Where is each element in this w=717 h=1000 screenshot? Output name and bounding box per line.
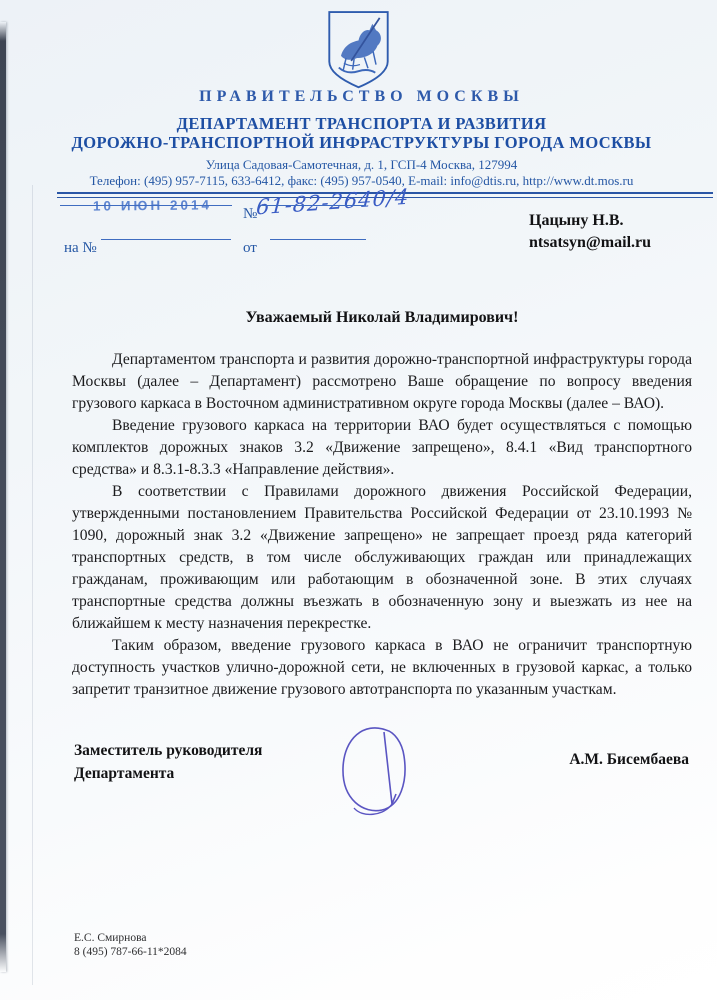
recipient-block bbox=[529, 210, 651, 254]
number-underline bbox=[258, 205, 366, 206]
reply-number-label: на № bbox=[64, 240, 97, 256]
reply-number-underline bbox=[101, 239, 231, 240]
moscow-coat-of-arms-icon bbox=[322, 8, 395, 92]
date-underline bbox=[60, 205, 232, 206]
salutation: Уважаемый Николай Владимирович! bbox=[245, 309, 519, 326]
date-stamp: 10 ИЮН 2014 bbox=[92, 197, 213, 214]
executor-block bbox=[74, 931, 187, 959]
signer-position-line2: Департамента bbox=[74, 765, 175, 782]
handwritten-signature bbox=[334, 722, 420, 818]
handwritten-letter-number: 61-82-2640/4 bbox=[255, 184, 411, 220]
recipient-email: ntsatsyn@mail.ru bbox=[529, 234, 652, 251]
recipient-name: Цацыну Н.В. bbox=[529, 212, 624, 229]
body-paragraph: В соответствии с Правилами дорожного движения Российской Федерации, утвержденными постановлением Правительства Российской Федерации от 23.10.1993 № 1090, дорожный знак 3.2 «Движение запрещено» не запрещает проезд ряда категорий транспортных средств, в том числе обслуживающих граждан или принадлежащих гражданам, проживающим или работающим в обозначенной зоне. В этих случаях транспортные средства должны въезжать в обозначенную зону и выезжать из нее на ближайшем к месту назначения перекрестке. bbox=[72, 483, 692, 632]
body-paragraph: Департаментом транспорта и развития дорожно-транспортной инфраструктуры города Москвы (далее – Департамент) рассмотрено Ваше обращение по вопросу введения грузового каркаса в Восточном административном округе города Москвы (далее – ВАО). bbox=[72, 351, 692, 412]
executor-phone: 8 (495) 787-66-11*2084 bbox=[74, 946, 187, 958]
signer-name: А.М. Бисембаева bbox=[569, 751, 689, 768]
letterhead-contacts: Телефон: (495) 957-7115, 633-6412, факс: (495) 957-0540, E-mail: info@dtis.ru, http://www.dt.mos.ru bbox=[89, 173, 634, 188]
department-title-line1: ДЕПАРТАМЕНТ ТРАНСПОРТА И РАЗВИТИЯ bbox=[176, 114, 547, 133]
letterhead-address: Улица Садовая-Самотечная, д. 1, ГСП-4 Москва, 127994 bbox=[205, 157, 518, 172]
body-paragraph: Таким образом, введение грузового каркаса в ВАО не ограничит транспортную доступность участков улично-дорожной сети, не включенных в грузовой каркас, а только запретит транзитное движение грузового автотранспорта по указанным участкам. bbox=[72, 637, 692, 698]
scan-edge-shadow bbox=[0, 22, 6, 972]
department-title-line2: ДОРОЖНО-ТРАНСПОРТНОЙ ИНФРАСТРУКТУРЫ ГОРОДА МОСКВЫ bbox=[71, 133, 652, 152]
number-label: № bbox=[243, 206, 258, 222]
signer-position-line1: Заместитель руководителя bbox=[74, 742, 263, 759]
letter-body bbox=[72, 349, 692, 701]
signer-position bbox=[74, 739, 262, 785]
body-paragraph: Введение грузового каркаса на территории ВАО будет осуществляться с помощью комплектов дорожных знаков 3.2 «Движение запрещено», 8.4.1 «Вид транспортного средства» и 8.3.1-8.3.3 «Направление действия». bbox=[72, 417, 692, 478]
executor-name: Е.С. Смирнова bbox=[74, 932, 147, 944]
reply-date-label: от bbox=[243, 240, 257, 256]
government-title: ПРАВИТЕЛЬСТВО МОСКВЫ bbox=[199, 88, 524, 105]
paper-fold-line bbox=[32, 185, 33, 985]
reply-date-underline bbox=[270, 239, 366, 240]
